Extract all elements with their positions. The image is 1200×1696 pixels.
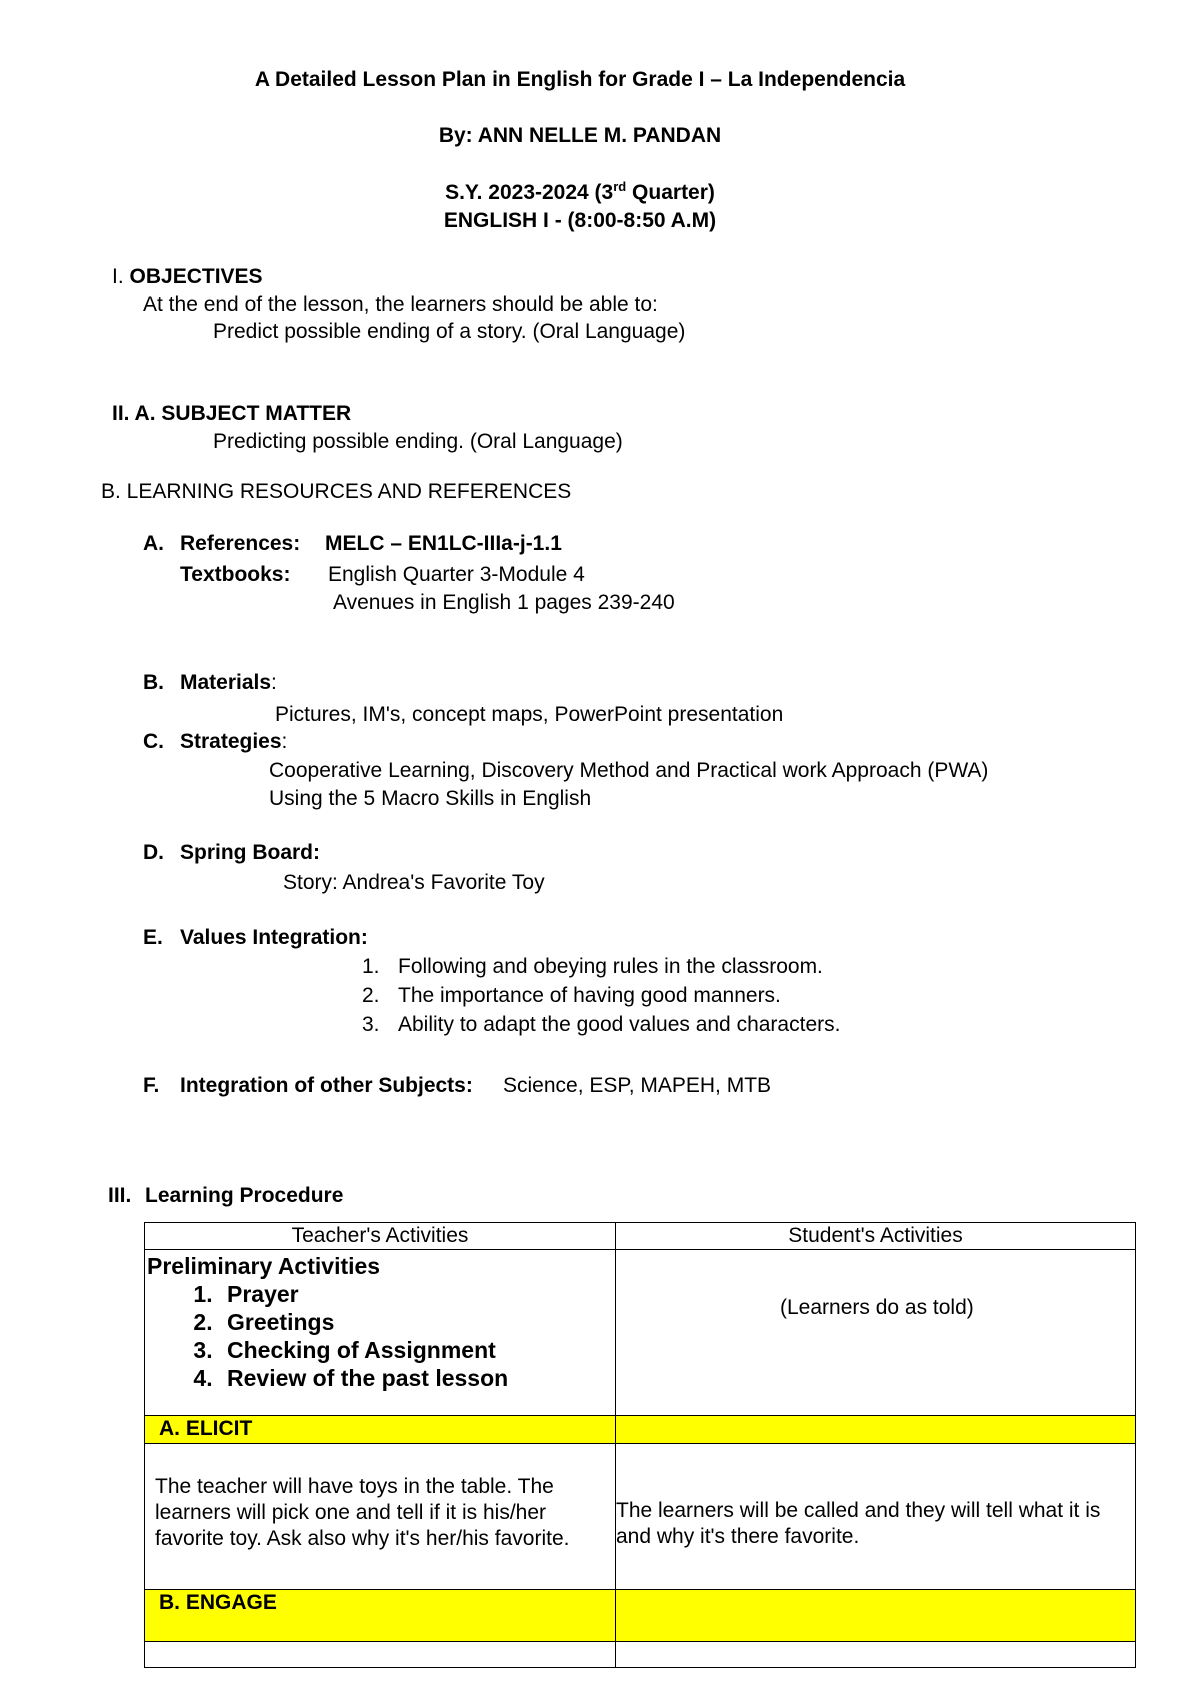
school-year-prefix: S.Y. 2023-2024 (3: [445, 181, 614, 204]
values-item-number: 2.: [362, 984, 380, 1007]
springboard-label: Spring Board:: [180, 841, 320, 864]
strategies-label: Strategies: [180, 730, 282, 753]
strategies-line-1: Cooperative Learning, Discovery Method and Practical work Approach (PWA): [269, 759, 989, 782]
student-activities-header: Student's Activities: [616, 1223, 1136, 1250]
elicit-content-row: [145, 1443, 1136, 1589]
teacher-activities-header: Teacher's Activities: [145, 1223, 616, 1250]
values-label: Values Integration:: [180, 926, 368, 949]
document-title: A Detailed Lesson Plan in English for Grade I – La Independencia: [254, 68, 906, 91]
preliminary-activities-heading: Preliminary Activities: [147, 1253, 381, 1280]
procedure-heading: Learning Procedure: [145, 1184, 344, 1207]
objectives-heading: [112, 264, 263, 289]
elicit-student-cell: The learners will be called and they will tell what it is and why it's there favorite.: [616, 1443, 1136, 1589]
engage-label: B. ENGAGE: [145, 1589, 616, 1641]
author-line: By: ANN NELLE M. PANDAN: [438, 124, 722, 147]
elicit-label: A. ELICIT: [145, 1416, 616, 1443]
values-marker: E.: [143, 926, 163, 949]
preliminary-student-cell: (Learners do as told): [616, 1250, 1136, 1416]
springboard-marker: D.: [143, 841, 164, 864]
school-year-sup: rd: [613, 179, 627, 194]
objectives-number: I.: [112, 265, 130, 288]
engage-student-blank: [616, 1589, 1136, 1641]
resources-heading: B. LEARNING RESOURCES AND REFERENCES: [101, 480, 572, 503]
values-item-1: [362, 954, 823, 979]
elicit-row: [145, 1416, 1136, 1443]
preliminary-activities-row: [145, 1250, 1136, 1416]
strategies-line-2: Using the 5 Macro Skills in English: [269, 787, 592, 810]
table-header-row: [145, 1223, 1136, 1250]
materials-label: Materials: [180, 671, 272, 694]
textbooks-label: Textbooks:: [180, 563, 291, 586]
subject-matter-heading: II. A. SUBJECT MATTER: [112, 402, 352, 425]
values-item-number: 1.: [362, 955, 380, 978]
engage-row: [145, 1589, 1136, 1641]
references-label: References:: [180, 532, 301, 555]
empty-row: [145, 1641, 1136, 1667]
materials-marker: B.: [143, 671, 164, 694]
values-item-text: Ability to adapt the good values and characters.: [398, 1013, 841, 1036]
values-item-number: 3.: [362, 1013, 380, 1036]
materials-value: Pictures, IM's, concept maps, PowerPoint presentation: [275, 703, 784, 726]
elicit-student-blank: [616, 1416, 1136, 1443]
integration-label: Integration of other Subjects:: [180, 1074, 473, 1097]
empty-student-cell: [616, 1641, 1136, 1667]
preliminary-activities-list: [147, 1280, 613, 1392]
elicit-teacher-cell: The teacher will have toys in the table. The learners will pick one and tell if it is his/her favorite toy. Ask also why it's her/his favorite.: [145, 1443, 616, 1589]
materials-heading: Materials:: [180, 671, 277, 694]
textbook-1: English Quarter 3-Module 4: [328, 563, 585, 586]
springboard-value: Story: Andrea's Favorite Toy: [283, 871, 545, 894]
school-year-suffix: Quarter): [626, 181, 715, 204]
values-item-2: [362, 983, 781, 1008]
list-item: 4. Review of the past lesson: [219, 1364, 613, 1392]
objectives-intro: At the end of the lesson, the learners should be able to:: [143, 293, 658, 316]
preliminary-activities-cell: [145, 1250, 616, 1416]
objectives-item: Predict possible ending of a story. (Oral Language): [213, 320, 686, 343]
list-item: 1. Prayer: [219, 1280, 613, 1308]
values-item-3: [362, 1012, 840, 1037]
school-year: [0, 180, 1160, 205]
list-item: 2. Greetings: [219, 1308, 613, 1336]
values-item-text: Following and obeying rules in the classroom.: [398, 955, 823, 978]
references-marker: A.: [143, 532, 164, 555]
references-value: MELC – EN1LC-IIIa-j-1.1: [325, 532, 562, 555]
learning-procedure-table: [144, 1222, 1136, 1668]
schedule-line: ENGLISH I - (8:00-8:50 A.M): [443, 209, 717, 232]
strategies-marker: C.: [143, 730, 164, 753]
integration-value: Science, ESP, MAPEH, MTB: [503, 1074, 772, 1097]
values-item-text: The importance of having good manners.: [398, 984, 781, 1007]
integration-marker: F.: [143, 1074, 160, 1097]
empty-teacher-cell: [145, 1641, 616, 1667]
textbook-2: Avenues in English 1 pages 239-240: [333, 591, 675, 614]
objectives-title: OBJECTIVES: [129, 265, 263, 288]
list-item: 3. Checking of Assignment: [219, 1336, 613, 1364]
procedure-number: III.: [108, 1184, 132, 1207]
strategies-heading: Strategies:: [180, 730, 288, 753]
subject-matter-text: Predicting possible ending. (Oral Language): [213, 430, 623, 453]
